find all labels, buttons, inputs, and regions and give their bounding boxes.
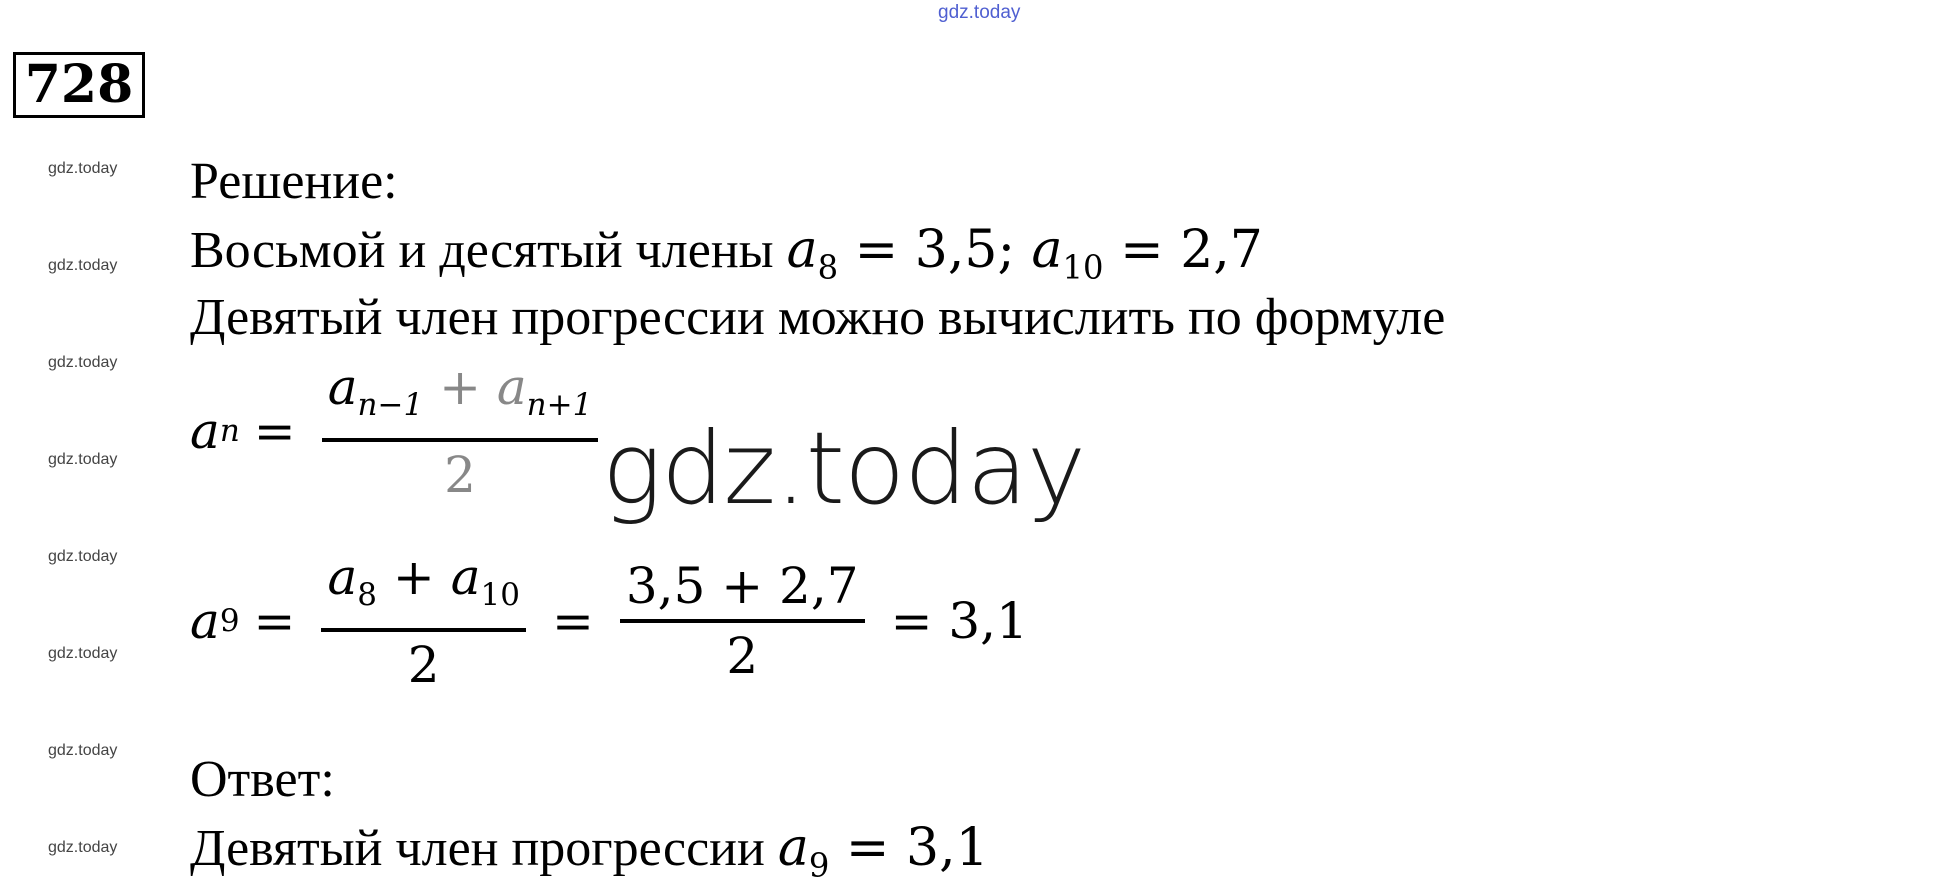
equals-sign: = — [551, 591, 594, 650]
denominator: 2 — [444, 445, 476, 504]
formula-text: Девятый член прогрессии можно вычислить по формуле — [190, 289, 1446, 346]
given-text: Восьмой и десятый члены — [190, 222, 787, 279]
value: = 3,1 — [829, 818, 989, 878]
center-watermark: gdz.today — [602, 410, 1086, 527]
numerator — [322, 358, 599, 438]
var-a: a — [190, 401, 220, 460]
subscript: 8 — [357, 576, 377, 613]
side-watermark: gdz.today — [48, 160, 118, 177]
numerator — [321, 548, 526, 628]
value: = 3,5; — [838, 220, 1032, 280]
side-watermark: gdz.today — [48, 839, 118, 856]
result: = 3,1 — [890, 591, 1028, 650]
side-watermark: gdz.today — [48, 645, 118, 662]
equals-sign: = — [253, 401, 296, 460]
equals-sign: = — [253, 591, 296, 650]
side-watermark: gdz.today — [48, 548, 118, 565]
side-watermark: gdz.today — [48, 257, 118, 274]
var-a: a — [327, 548, 358, 606]
var-a: a — [1031, 220, 1063, 280]
general-formula — [190, 358, 610, 504]
answer-value — [777, 818, 989, 885]
plus-sign: + — [423, 358, 497, 416]
subscript: 8 — [817, 248, 839, 287]
plus-sign: + — [377, 548, 451, 606]
fraction — [322, 358, 599, 504]
subscript: n+1 — [526, 386, 593, 423]
value: = 2,7 — [1103, 220, 1263, 280]
subscript: 10 — [480, 576, 520, 613]
side-watermark: gdz.today — [48, 742, 118, 759]
subscript: 10 — [1062, 248, 1104, 287]
var-a: a — [496, 358, 527, 416]
fraction — [321, 548, 526, 694]
var-a: a — [190, 591, 220, 650]
side-watermark: gdz.today — [48, 451, 118, 468]
given-line — [190, 220, 1263, 297]
var-a: a — [327, 358, 358, 416]
header-watermark: gdz.today — [938, 2, 1021, 23]
fraction — [620, 557, 865, 685]
answer-heading: Ответ: — [190, 751, 335, 808]
given-a8 — [786, 220, 1263, 287]
numerator: 3,5 + 2,7 — [625, 556, 859, 615]
solution-heading: Решение: — [190, 153, 398, 210]
denominator: 2 — [407, 635, 440, 694]
answer-text: Девятый член прогрессии — [190, 820, 778, 877]
subscript: n−1 — [357, 386, 424, 423]
denominator: 2 — [726, 626, 759, 685]
problem-number: 728 — [13, 52, 145, 118]
subscript: 9 — [219, 602, 240, 639]
side-watermark: gdz.today — [48, 354, 118, 371]
calculation — [190, 548, 1042, 694]
var-a: a — [786, 220, 818, 280]
subscript: n — [219, 412, 240, 449]
subscript: 9 — [808, 846, 830, 885]
answer-line — [190, 818, 989, 895]
var-a: a — [450, 548, 481, 606]
var-a: a — [777, 818, 809, 878]
